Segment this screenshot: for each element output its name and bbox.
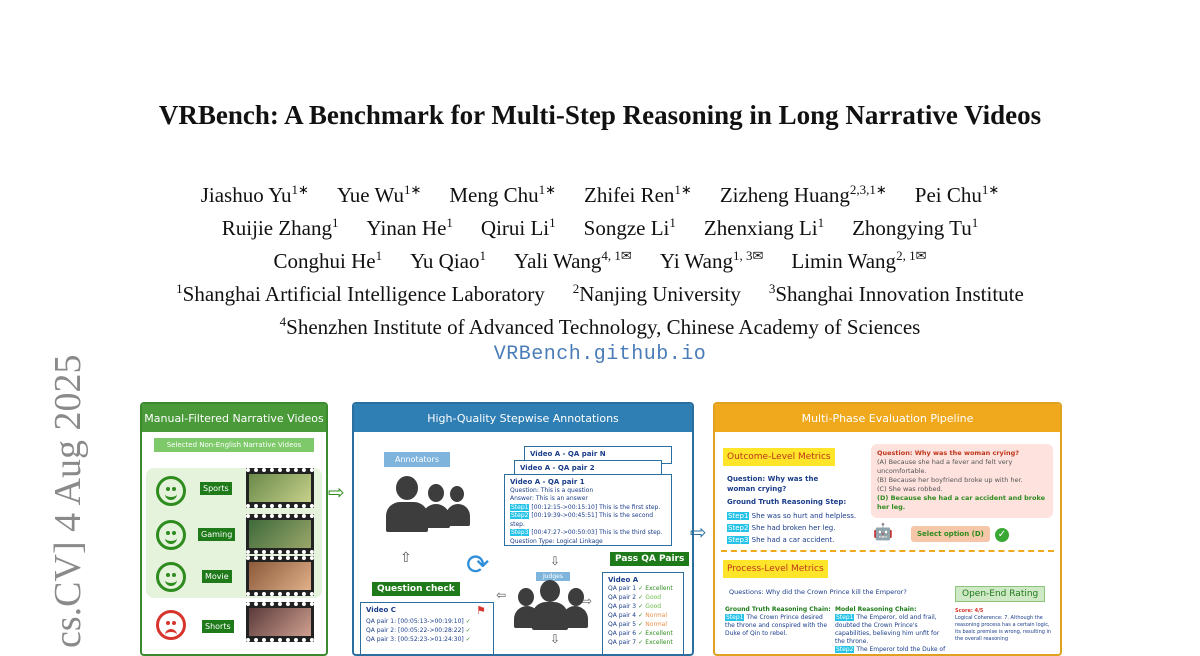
panel-title: High-Quality Stepwise Annotations — [354, 404, 692, 432]
author — [222, 216, 339, 240]
mc-option: (C) She was robbed. — [877, 485, 943, 493]
check-icon: ✓ — [636, 612, 646, 619]
video-a-row — [608, 620, 678, 629]
author-name: Zhongying Tu — [852, 216, 972, 240]
row-text: QA pair 1: [00:05:13->00:19:10] — [366, 618, 464, 625]
qa-rating: Excellent — [645, 585, 673, 592]
author-line — [0, 209, 1200, 242]
arxiv-stamp — [22, 330, 89, 648]
author — [584, 216, 676, 240]
qa-card-step — [510, 529, 666, 538]
qa-card-title: Video A - QA pair 1 — [510, 478, 585, 486]
author-name: Zizheng Huang — [719, 183, 850, 207]
author-sup: 1 — [375, 248, 383, 263]
author-name: Limin Wang — [791, 249, 897, 273]
qa-card-title: Video A - QA pair 2 — [520, 464, 595, 472]
film-thumbnail — [246, 468, 314, 508]
qa-card-step — [510, 512, 666, 529]
affiliation-name: Shanghai Artificial Intelligence Laboratory — [182, 282, 545, 306]
author-name: Yue Wu — [336, 183, 404, 207]
gt-chain — [725, 606, 831, 638]
step-text: [00:47:27->00:50:03] This is the third step. — [531, 529, 663, 536]
check-icon: ✓ — [636, 603, 646, 610]
author-name: Meng Chu — [449, 183, 539, 207]
author-name: Zhenxiang Li — [703, 216, 818, 240]
author-sup: 1, 3✉ — [732, 248, 764, 263]
qa-rating: Excellent — [645, 639, 673, 646]
author-name: Jiashuo Yu — [200, 183, 292, 207]
qa-pair: QA pair 6 — [608, 630, 637, 637]
author — [274, 249, 383, 273]
open-end-rating-label: Open-End Rating — [955, 586, 1045, 602]
check-icon: ✓ — [636, 621, 646, 628]
step-badge: Step1 — [511, 503, 529, 511]
row-text: QA pair 2: [00:05:22->00:28:22] — [366, 627, 464, 634]
annotators-label: Annotators — [384, 452, 450, 467]
row-text: QA pair 3: [00:52:23->01:24:30] — [366, 636, 464, 643]
step-text: [00:12:15->00:15:10] This is the first step. — [531, 503, 661, 511]
panel-stepwise-annotations — [352, 402, 694, 656]
arrow-down-icon: ⇩ — [550, 554, 561, 568]
author — [704, 216, 824, 240]
panel-narrative-videos — [140, 402, 328, 656]
author-block — [0, 176, 1200, 368]
author — [791, 249, 926, 273]
model-chain-text — [835, 614, 949, 646]
step-text: She had broken her leg. — [751, 524, 836, 532]
video-a-row — [608, 611, 678, 620]
affiliation-name: Shenzhen Institute of Advanced Technology, Chinese Academy of Sciences — [286, 315, 921, 339]
pass-qa-label: Pass QA Pairs — [610, 552, 689, 566]
author-line — [0, 242, 1200, 275]
video-c-row — [366, 635, 488, 644]
sad-face-icon — [156, 610, 186, 640]
author — [514, 249, 632, 273]
author-sup: 1 — [669, 215, 676, 230]
affiliations-line-2 — [0, 308, 1200, 341]
panel-title: Manual-Filtered Narrative Videos — [142, 404, 326, 432]
author-name: Ruijie Zhang — [221, 216, 332, 240]
author — [720, 183, 887, 207]
check-icon: ✓ — [465, 636, 471, 643]
qa-pair: QA pair 7 — [608, 639, 637, 646]
judges-label: Judges — [536, 572, 570, 581]
author-sup: 1∗ — [674, 182, 692, 197]
author-sup: 1∗ — [291, 182, 309, 197]
author-sup: 2, 1✉ — [896, 248, 927, 263]
author-name: Songze Li — [583, 216, 670, 240]
video-a-row — [608, 584, 678, 593]
dashed-divider — [721, 550, 1054, 552]
author-sup: 1∗ — [981, 182, 1000, 197]
author-name: Yi Wang — [659, 249, 733, 273]
video-a-row — [608, 629, 678, 638]
author-sup: 4, 1✉ — [601, 248, 632, 263]
step-badge: Step2 — [836, 646, 854, 653]
step-badge: Step2 — [511, 512, 529, 519]
author-name: Qirui Li — [480, 216, 550, 240]
author-sup: 1 — [971, 215, 979, 230]
score-detail: Logical Coherence: 7. Although the reasoning process has a certain logic, its basic premise is wrong, resulting in the overall reasoning — [955, 615, 1052, 642]
author-sup: 1 — [549, 215, 556, 230]
author — [201, 183, 309, 207]
arxiv-stamp-text: cs.CV] 4 Aug 2025 — [47, 354, 89, 648]
author — [915, 183, 1000, 207]
film-thumbnail — [246, 602, 314, 642]
video-a-title: Video A — [608, 576, 639, 584]
question-check-label: Question check — [372, 582, 460, 596]
arrow-left-icon: ⇦ — [496, 588, 507, 602]
author-sup: 1 — [479, 248, 487, 263]
step-badge: Step2 — [728, 524, 749, 532]
process-question: Questions: Why did the Crown Prince kill the Emperor? — [729, 588, 907, 596]
affiliation — [573, 282, 741, 306]
panel-title: Multi-Phase Evaluation Pipeline — [715, 404, 1060, 432]
mc-option: (A) Because she had a fever and felt very uncomfortable. — [877, 458, 1013, 475]
qa-pair: QA pair 1 — [608, 585, 637, 592]
annotators-icon — [382, 476, 472, 536]
qa-card-title: Video A - QA pair N — [530, 450, 606, 458]
author-name: Zhifei Ren — [584, 183, 675, 207]
gt-step — [727, 510, 867, 522]
author-sup: 1 — [446, 215, 453, 230]
check-icon: ✓ — [465, 627, 471, 634]
chain-text: The Emperor, old and frail, doubted the Crown Prince's capabilities, believing him unfit for the throne. — [835, 614, 940, 645]
tag-movie: Movie — [202, 570, 232, 583]
author-sup: 1 — [332, 215, 339, 230]
model-chain — [835, 606, 949, 654]
qa-pair: QA pair 5 — [608, 621, 637, 628]
gt-step — [727, 534, 867, 546]
qa-rating: Good — [645, 594, 662, 601]
flag-icon: ⚑ — [476, 604, 486, 617]
video-c-row — [366, 617, 488, 626]
step-text: She was so hurt and helpless. — [751, 512, 857, 520]
project-url[interactable]: VRBench.github.io — [493, 343, 707, 366]
film-thumbnail — [246, 514, 314, 554]
qa-rating: Normal — [645, 621, 668, 628]
step-text: [00:19:39->00:45:51] This is the second step. — [510, 512, 654, 528]
overview-figure — [140, 400, 1060, 653]
model-chain-title: Model Reasoning Chain: — [835, 606, 917, 613]
mc-answer: (D) Because she had a car accident and broke her leg. — [877, 494, 1046, 511]
arrow-down-icon: ⇩ — [550, 632, 561, 646]
mc-question: Question: Why was the woman crying? — [877, 449, 1020, 457]
panel-evaluation-pipeline — [713, 402, 1062, 656]
author — [584, 183, 692, 207]
affiliation-sup: 4 — [279, 314, 287, 329]
author-name: Conghui He — [273, 249, 376, 273]
qa-card-question: Question: This is a question — [510, 486, 594, 494]
tag-sports: Sports — [200, 482, 232, 495]
author-name: Yali Wang — [514, 249, 602, 273]
gt-step-label: Ground Truth Reasoning Step: — [727, 498, 847, 506]
check-icon: ✓ — [636, 585, 646, 592]
refresh-icon: ⟳ — [466, 548, 490, 581]
check-circle-icon: ✓ — [995, 528, 1009, 542]
outcome-metrics-label: Outcome-Level Metrics — [723, 448, 835, 466]
author — [481, 216, 556, 240]
video-a-row — [608, 593, 678, 602]
author-lines — [0, 176, 1200, 275]
author-line — [0, 176, 1200, 209]
arrow-right-icon: ⇨ — [582, 594, 593, 608]
affiliation-name: Nanjing University — [579, 282, 741, 306]
arrow-right-icon: ⇨ — [690, 520, 707, 544]
author — [367, 216, 453, 240]
author — [410, 249, 486, 273]
step-badge: Step3 — [511, 529, 529, 536]
qa-card-answer: Answer: This is an answer — [510, 495, 588, 502]
robot-icon: 🤖 — [873, 522, 893, 541]
chain-text: The Emperor told the Duke of — [856, 646, 946, 653]
gt-chain-text — [725, 614, 831, 638]
arrow-right-icon: ⇨ — [328, 480, 345, 504]
gt-steps — [727, 510, 867, 546]
check-icon: ✓ — [465, 618, 471, 625]
qa-card-step — [510, 504, 666, 513]
qa-rating: Normal — [645, 612, 668, 619]
select-option-badge: Select option (D) — [911, 526, 990, 542]
author-sup: 2,3,1∗ — [849, 182, 887, 197]
video-c-row — [366, 626, 488, 635]
outcome-question: Question: Why was the woman crying? — [727, 475, 819, 493]
judges-icon — [514, 580, 594, 636]
step-badge: Step3 — [728, 536, 749, 544]
arrow-up-icon: ⇧ — [400, 550, 412, 566]
author-sup: 1∗ — [403, 182, 422, 197]
author — [337, 183, 421, 207]
gt-step — [727, 522, 867, 534]
qa-pair: QA pair 3 — [608, 603, 637, 610]
mc-option: (B) Because her boyfriend broke up with her. — [877, 476, 1023, 484]
score-block — [955, 608, 1053, 643]
happy-face-icon — [156, 562, 186, 592]
happy-face-icon — [156, 520, 186, 550]
author-name: Yu Qiao — [410, 249, 480, 273]
tag-gaming: Gaming — [198, 528, 235, 541]
happy-face-icon — [156, 476, 186, 506]
author-sup: 1 — [817, 215, 825, 230]
author-name: Yinan He — [366, 216, 447, 240]
step-text: She had a car accident. — [751, 536, 835, 544]
check-icon: ✓ — [636, 594, 646, 601]
qa-card-front — [504, 474, 672, 546]
video-a-row — [608, 638, 678, 647]
author-name: Pei Chu — [914, 183, 982, 207]
qa-pair: QA pair 2 — [608, 594, 637, 601]
affiliation — [176, 282, 545, 306]
step-badge: Step1 — [728, 512, 749, 520]
paper-title: VRBench: A Benchmark for Multi-Step Reasoning in Long Narrative Videos — [158, 100, 1042, 130]
qa-rating: Good — [645, 603, 662, 610]
qa-rating: Excellent — [645, 630, 673, 637]
check-icon: ✓ — [636, 630, 646, 637]
author-sup: 1∗ — [538, 182, 557, 197]
author — [660, 249, 764, 273]
affiliation — [769, 282, 1024, 306]
affiliation-name: Shanghai Innovation Institute — [775, 282, 1024, 306]
multiple-choice-box — [871, 444, 1053, 518]
step-badge: Step1 — [836, 614, 854, 621]
author — [449, 183, 556, 207]
author — [852, 216, 978, 240]
affiliation-sup: 3 — [768, 281, 776, 296]
affiliation-sup: 1 — [176, 281, 183, 296]
affiliation-sup: 2 — [572, 281, 580, 296]
video-a-rows — [608, 584, 678, 647]
panel-subtitle: Selected Non-English Narrative Videos — [154, 438, 314, 452]
video-a-row — [608, 602, 678, 611]
gt-chain-title: Ground Truth Reasoning Chain: — [725, 606, 831, 613]
check-icon: ✓ — [636, 639, 646, 646]
affiliations-line-1 — [0, 275, 1200, 308]
score: Score: 4/5 — [955, 608, 984, 614]
chain-text: The Crown Prince desired the throne and conspired with the Duke of Qin to rebel. — [725, 614, 828, 637]
video-a-card — [602, 572, 684, 656]
step-badge: Step1 — [726, 614, 744, 621]
qa-card-type: Question Type: Logical Linkage — [510, 537, 603, 545]
tag-shorts: Shorts — [202, 620, 234, 633]
process-metrics-label: Process-Level Metrics — [723, 560, 828, 578]
video-c-title: Video C — [366, 606, 396, 614]
model-chain-text — [835, 646, 949, 654]
film-thumbnail — [246, 556, 314, 596]
qa-pair: QA pair 4 — [608, 612, 637, 619]
